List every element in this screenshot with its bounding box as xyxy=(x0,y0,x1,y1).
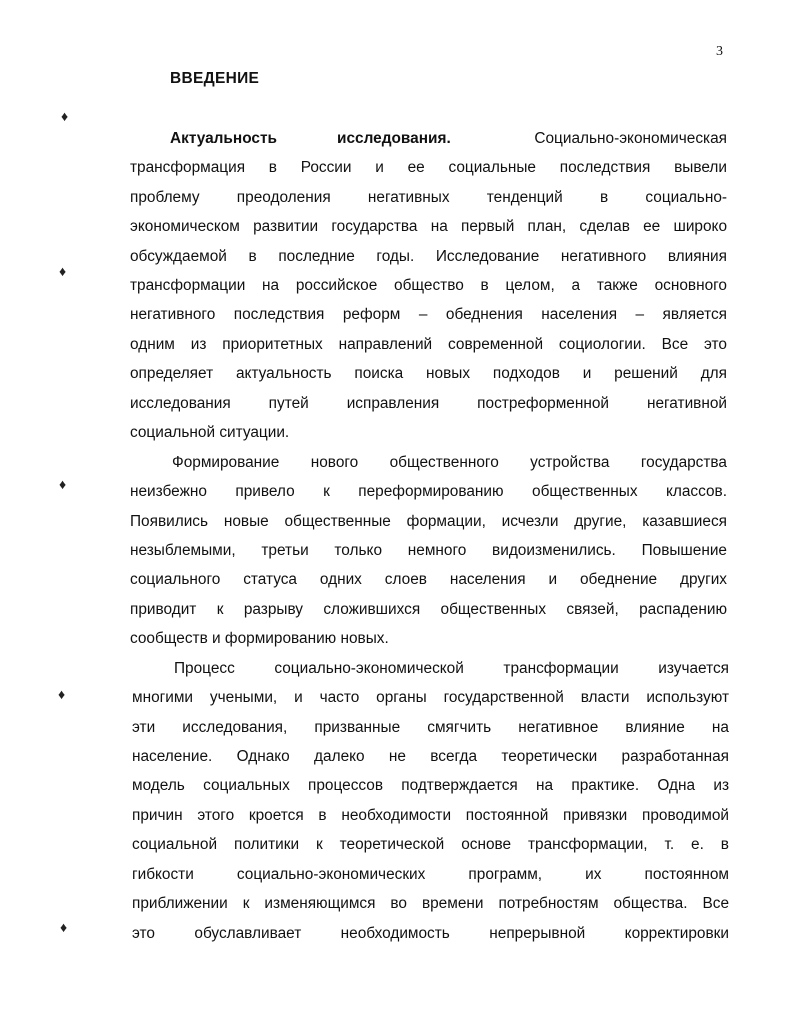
paragraph-line: социального статуса одних слоев населения и обеднение других xyxy=(130,571,727,588)
lead-term: исследования. xyxy=(337,130,451,147)
paragraph-line: гибкости социально-экономических программ, их постоянном xyxy=(132,866,729,883)
paragraph-line: одним из приоритетных направлений современной социологии. Все это xyxy=(130,336,727,353)
paragraph-line: модель социальных процессов подтверждается на практике. Одна из xyxy=(132,777,729,794)
paragraph-line: причин этого кроется в необходимости постоянной привязки проводимой xyxy=(132,807,729,824)
paragraph-line: сообществ и формированию новых. xyxy=(130,630,389,647)
paragraph-line: Появились новые общественные формации, исчезли другие, казавшиеся xyxy=(130,513,727,530)
lead-term: Актуальность xyxy=(170,130,277,147)
paragraph-line: население. Однако далеко не всегда теоретически разработанная xyxy=(132,748,729,765)
lead-rest: Социально-экономическая xyxy=(534,130,727,147)
section-heading: ВВЕДЕНИЕ xyxy=(170,70,260,87)
paragraph-line: это обуславливает необходимость непрерывной корректировки xyxy=(132,925,729,942)
paragraph-line: Процесс социально-экономической трансформации изучается xyxy=(174,660,729,677)
paragraph-line: неизбежно привело к переформированию общественных классов. xyxy=(130,483,727,500)
paragraph-line: Формирование нового общественного устройства государства xyxy=(172,454,727,471)
paragraph-line: социальной ситуации. xyxy=(130,424,290,441)
paragraph-line: проблему преодоления негативных тенденций в социально- xyxy=(130,189,727,206)
paragraph-line xyxy=(130,129,727,149)
paragraph-line: экономическом развитии государства на первый план, сделав ее широко xyxy=(130,218,727,235)
paragraph-line: негативного последствия реформ – обеднения населения – является xyxy=(130,306,727,323)
paragraph-line: исследования путей исправления постреформенной негативной xyxy=(130,395,727,412)
paragraph-line: многими учеными, и часто органы государственной власти используют xyxy=(132,689,729,706)
paragraph-line: трансформация в России и ее социальные последствия вывели xyxy=(130,159,727,176)
paragraph-line: приближении к изменяющимся во времени потребностям общества. Все xyxy=(132,895,729,912)
paragraph-line: обсуждаемой в последние годы. Исследование негативного влияния xyxy=(130,248,727,265)
paragraph-line: определяет актуальность поиска новых подходов и решений для xyxy=(130,365,727,382)
page-number: 3 xyxy=(716,44,723,59)
paragraph-line: трансформации на российское общество в целом, а также основного xyxy=(130,277,727,294)
paragraph-line: приводит к разрыву сложившихся общественных связей, распадению xyxy=(130,601,727,618)
paragraph-line: эти исследования, призванные смягчить негативное влияние на xyxy=(132,719,729,736)
paragraph-line: социальной политики к теоретической основе трансформации, т. е. в xyxy=(132,836,729,853)
paragraph-line: незыблемыми, третьи только немного видоизменились. Повышение xyxy=(130,542,727,559)
